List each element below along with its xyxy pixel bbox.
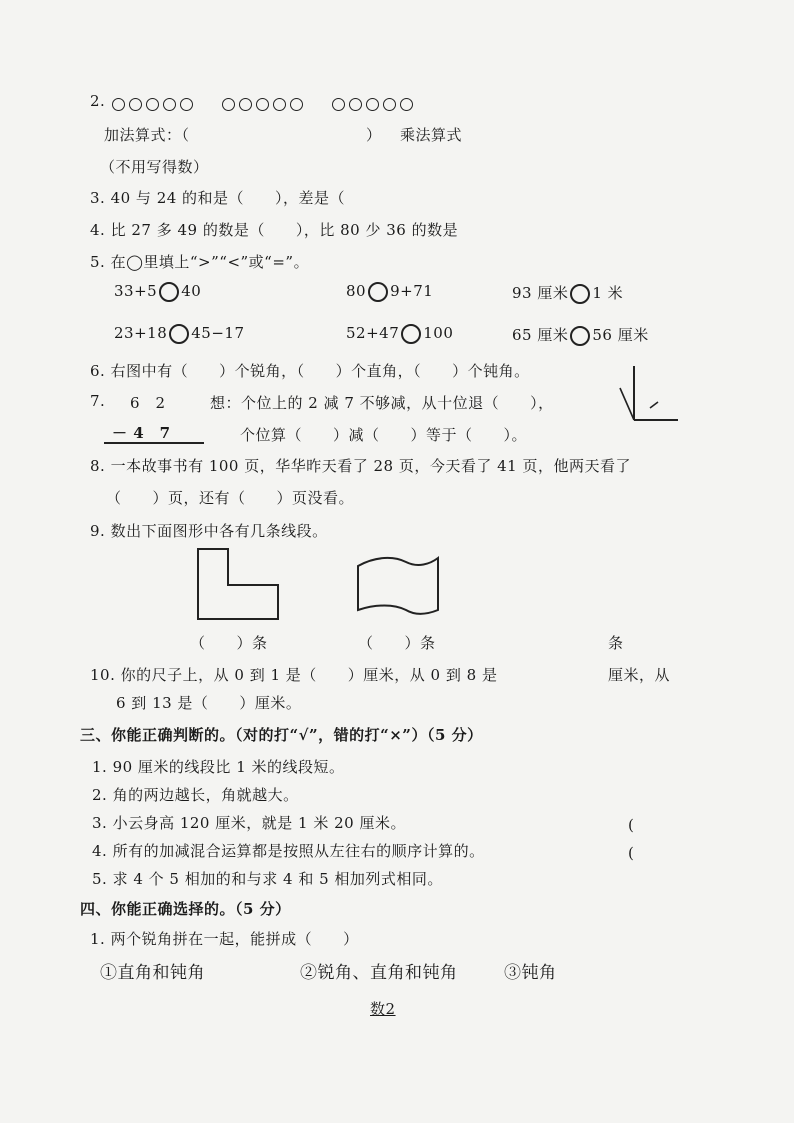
comparison-item [114,324,245,344]
judgement-item: 3. 小云身高 120 厘米，就是 1 米 20 厘米。 [92,814,406,832]
judgement-item: 1. 90 厘米的线段比 1 米的线段短。 [92,758,345,776]
q10-line2: 6 到 13 是（ ）厘米。 [116,694,302,712]
q2-note: （不用写得数） [100,158,209,176]
circle-icon [349,98,362,111]
comparison-left: 65 厘米 [512,326,569,344]
comparison-item [346,282,433,302]
circle-icon [146,98,159,111]
comparison-right: 100 [423,324,454,342]
comparison-right: 9+71 [390,282,434,300]
section4-title: 四、你能正确选择的。（5 分） [80,900,291,918]
circle-icon [163,98,176,111]
judgement-item: 5. 求 4 个 5 相加的和与求 4 和 5 相加列式相同。 [92,870,443,888]
circle-icon [256,98,269,111]
answer-circle-icon[interactable] [368,282,388,302]
section3-paren-3: ( [628,816,635,834]
q8-line1: 8. 一本故事书有 100 页，华华昨天看了 28 页，今天看了 41 页，他两天看了 [90,457,631,475]
q9-text: 9. 数出下面图形中各有几条线段。 [90,522,328,540]
circle-group [112,94,197,113]
wavy-shape-figure [354,552,444,622]
judgement-item: 4. 所有的加减混合运算都是按照从左往右的顺序计算的。 [92,842,485,860]
q2-add-close: ） [366,126,382,144]
circle-icon [129,98,142,111]
circle-icon [366,98,379,111]
page-footer: 数2 [370,1000,396,1018]
comparison-right: 45−17 [191,324,245,342]
comparison-left: 52+47 [346,324,400,342]
comparison-right: 1 米 [592,284,624,302]
circle-group [332,94,417,113]
q7-number: 7. [90,392,106,410]
q8-line2: （ ）页，还有（ ）页没看。 [106,489,355,507]
circle-icon [290,98,303,111]
q2-number: 2. [90,92,106,110]
comparison-item [512,324,649,346]
circle-icon [239,98,252,111]
circle-group [222,94,307,113]
comparison-left: 80 [346,282,367,300]
answer-circle-icon[interactable] [159,282,179,302]
answer-circle-icon[interactable] [169,324,189,344]
section4-q1: 1. 两个锐角拼在一起，能拼成（ ） [90,930,359,948]
comparison-left: 23+18 [114,324,168,342]
q2-mul-label: 乘法算式 [400,126,463,144]
comparison-item [114,282,201,302]
q4-text: 4. 比 27 多 49 的数是（ ），比 80 少 36 的数是 [90,221,459,239]
circle-icon [112,98,125,111]
q7-top: 6 2 [130,394,166,412]
q10-line1: 10. 你的尺子上，从 0 到 1 是（ ）厘米，从 0 到 8 是 [90,666,498,684]
section4-option-2: ②锐角、直角和钝角 [300,963,458,983]
q6-text: 6. 右图中有（ ）个锐角，（ ）个直角，（ ）个钝角。 [90,362,530,380]
circle-icon [400,98,413,111]
q5-title: 5. 在◯里填上“>”“<”或“=”。 [90,253,310,271]
circle-icon [180,98,193,111]
comparison-left: 33+5 [114,282,158,300]
circle-icon [383,98,396,111]
judgement-item: 2. 角的两边越长，角就越大。 [92,786,299,804]
answer-circle-icon[interactable] [401,324,421,344]
section4-option-1: ①直角和钝角 [100,963,205,983]
q3-text: 3. 40 与 24 的和是（ ），差是（ [90,189,346,207]
section3-title: 三、你能正确判断的。（对的打“√”，错的打“×”）（5 分） [80,726,483,744]
section4-option-3: ③钝角 [504,963,557,983]
section3-paren-4: ( [628,844,635,862]
circle-icon [332,98,345,111]
angle-figure [600,358,680,428]
circle-icon [273,98,286,111]
comparison-item [512,282,623,304]
q9-answer-1: （ ）条 [190,634,268,652]
q7-line2: 个位算（ ）减（ ）等于（ ）。 [240,426,528,444]
q7-underline [104,442,204,444]
answer-circle-icon[interactable] [570,326,590,346]
circle-icon [222,98,235,111]
q9-answer-3: 条 [608,634,624,652]
q10-line1b: 厘米，从 [608,666,671,684]
comparison-item [346,324,453,344]
q2-add-label: 加法算式：（ [104,126,190,144]
q7-bottom: － 4 7 [112,424,171,442]
l-shape-figure [194,545,284,625]
q9-answer-2: （ ）条 [358,634,436,652]
comparison-right: 56 厘米 [592,326,649,344]
comparison-left: 93 厘米 [512,284,569,302]
answer-circle-icon[interactable] [570,284,590,304]
q7-line1: 想：个位上的 2 减 7 不够减，从十位退（ ）， [210,394,554,412]
comparison-right: 40 [181,282,202,300]
